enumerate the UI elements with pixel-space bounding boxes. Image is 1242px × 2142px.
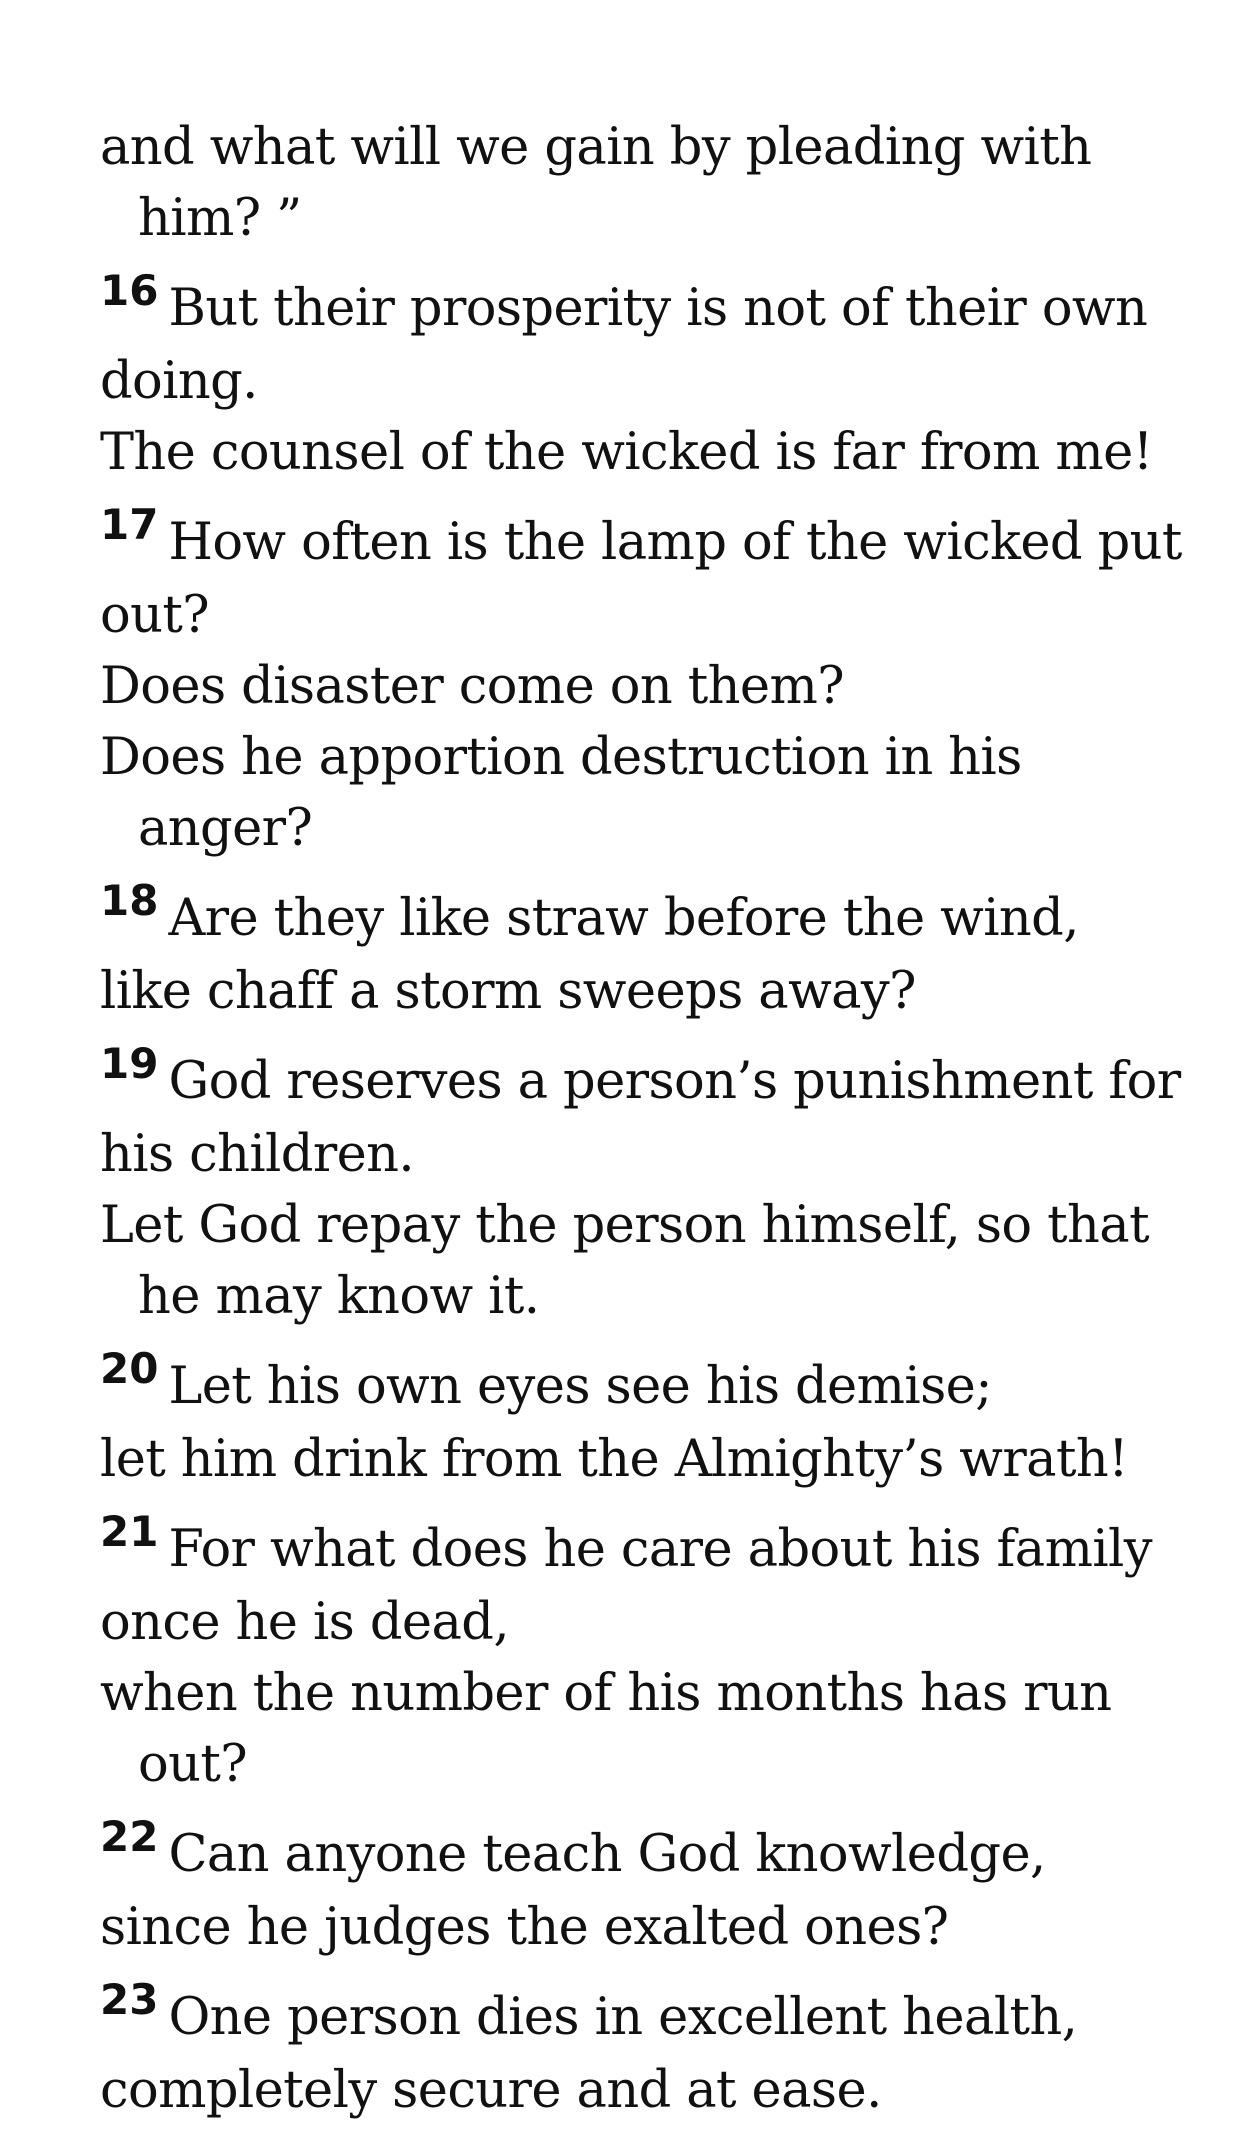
poetry-line: Does he apportion destruction in his anger? [100,728,1022,858]
verse-21 [100,1507,1182,1658]
verse-number: 21 [100,1507,159,1556]
verse-text: For what does he care about his family once he is dead, [100,1520,1152,1652]
verse-text: Are they like straw before the wind, [168,889,1079,948]
verse-22 [100,1812,1182,1892]
verse-text: Let his own eyes see his demise; [168,1357,992,1416]
verse-number: 20 [100,1344,159,1393]
poetry-line: completely secure and at ease. [100,2061,882,2120]
verse-23 [100,1975,1182,2055]
scripture-text [100,112,1182,2126]
poetry-line: like chaff a storm sweeps away? [100,962,916,1021]
verse-18 [100,876,1182,956]
poetry-line: Let God repay the person himself, so that he may know it. [100,1196,1149,1326]
verse-text: Can anyone teach God knowledge, [168,1825,1046,1884]
poetry-line: since he judges the exalted ones? [100,1898,949,1957]
verse-number: 22 [100,1812,159,1861]
verse-17 [100,500,1182,651]
poetry-line: The counsel of the wicked is far from me! [100,423,1153,482]
verse-text: God reserves a person’s punishment for his children. [100,1052,1181,1184]
poetry-line: and what will we gain by pleading with him? ” [100,118,1092,248]
verse-19 [100,1039,1182,1190]
verse-20 [100,1344,1182,1424]
poetry-line: let him drink from the Almighty’s wrath! [100,1430,1128,1489]
verse-text: But their prosperity is not of their own doing. [100,279,1148,411]
poetry-line: Does disaster come on them? [100,657,844,716]
verse-text: How often is the lamp of the wicked put out? [100,513,1182,645]
poetry-line: when the number of his months has run out? [100,1664,1112,1794]
verse-number: 19 [100,1039,159,1088]
verse-text: One person dies in excellent health, [168,1988,1078,2047]
verse-number: 23 [100,1975,159,2024]
verse-number: 16 [100,266,159,315]
verse-number: 18 [100,876,159,925]
verse-number: 17 [100,500,159,549]
verse-16 [100,266,1182,417]
